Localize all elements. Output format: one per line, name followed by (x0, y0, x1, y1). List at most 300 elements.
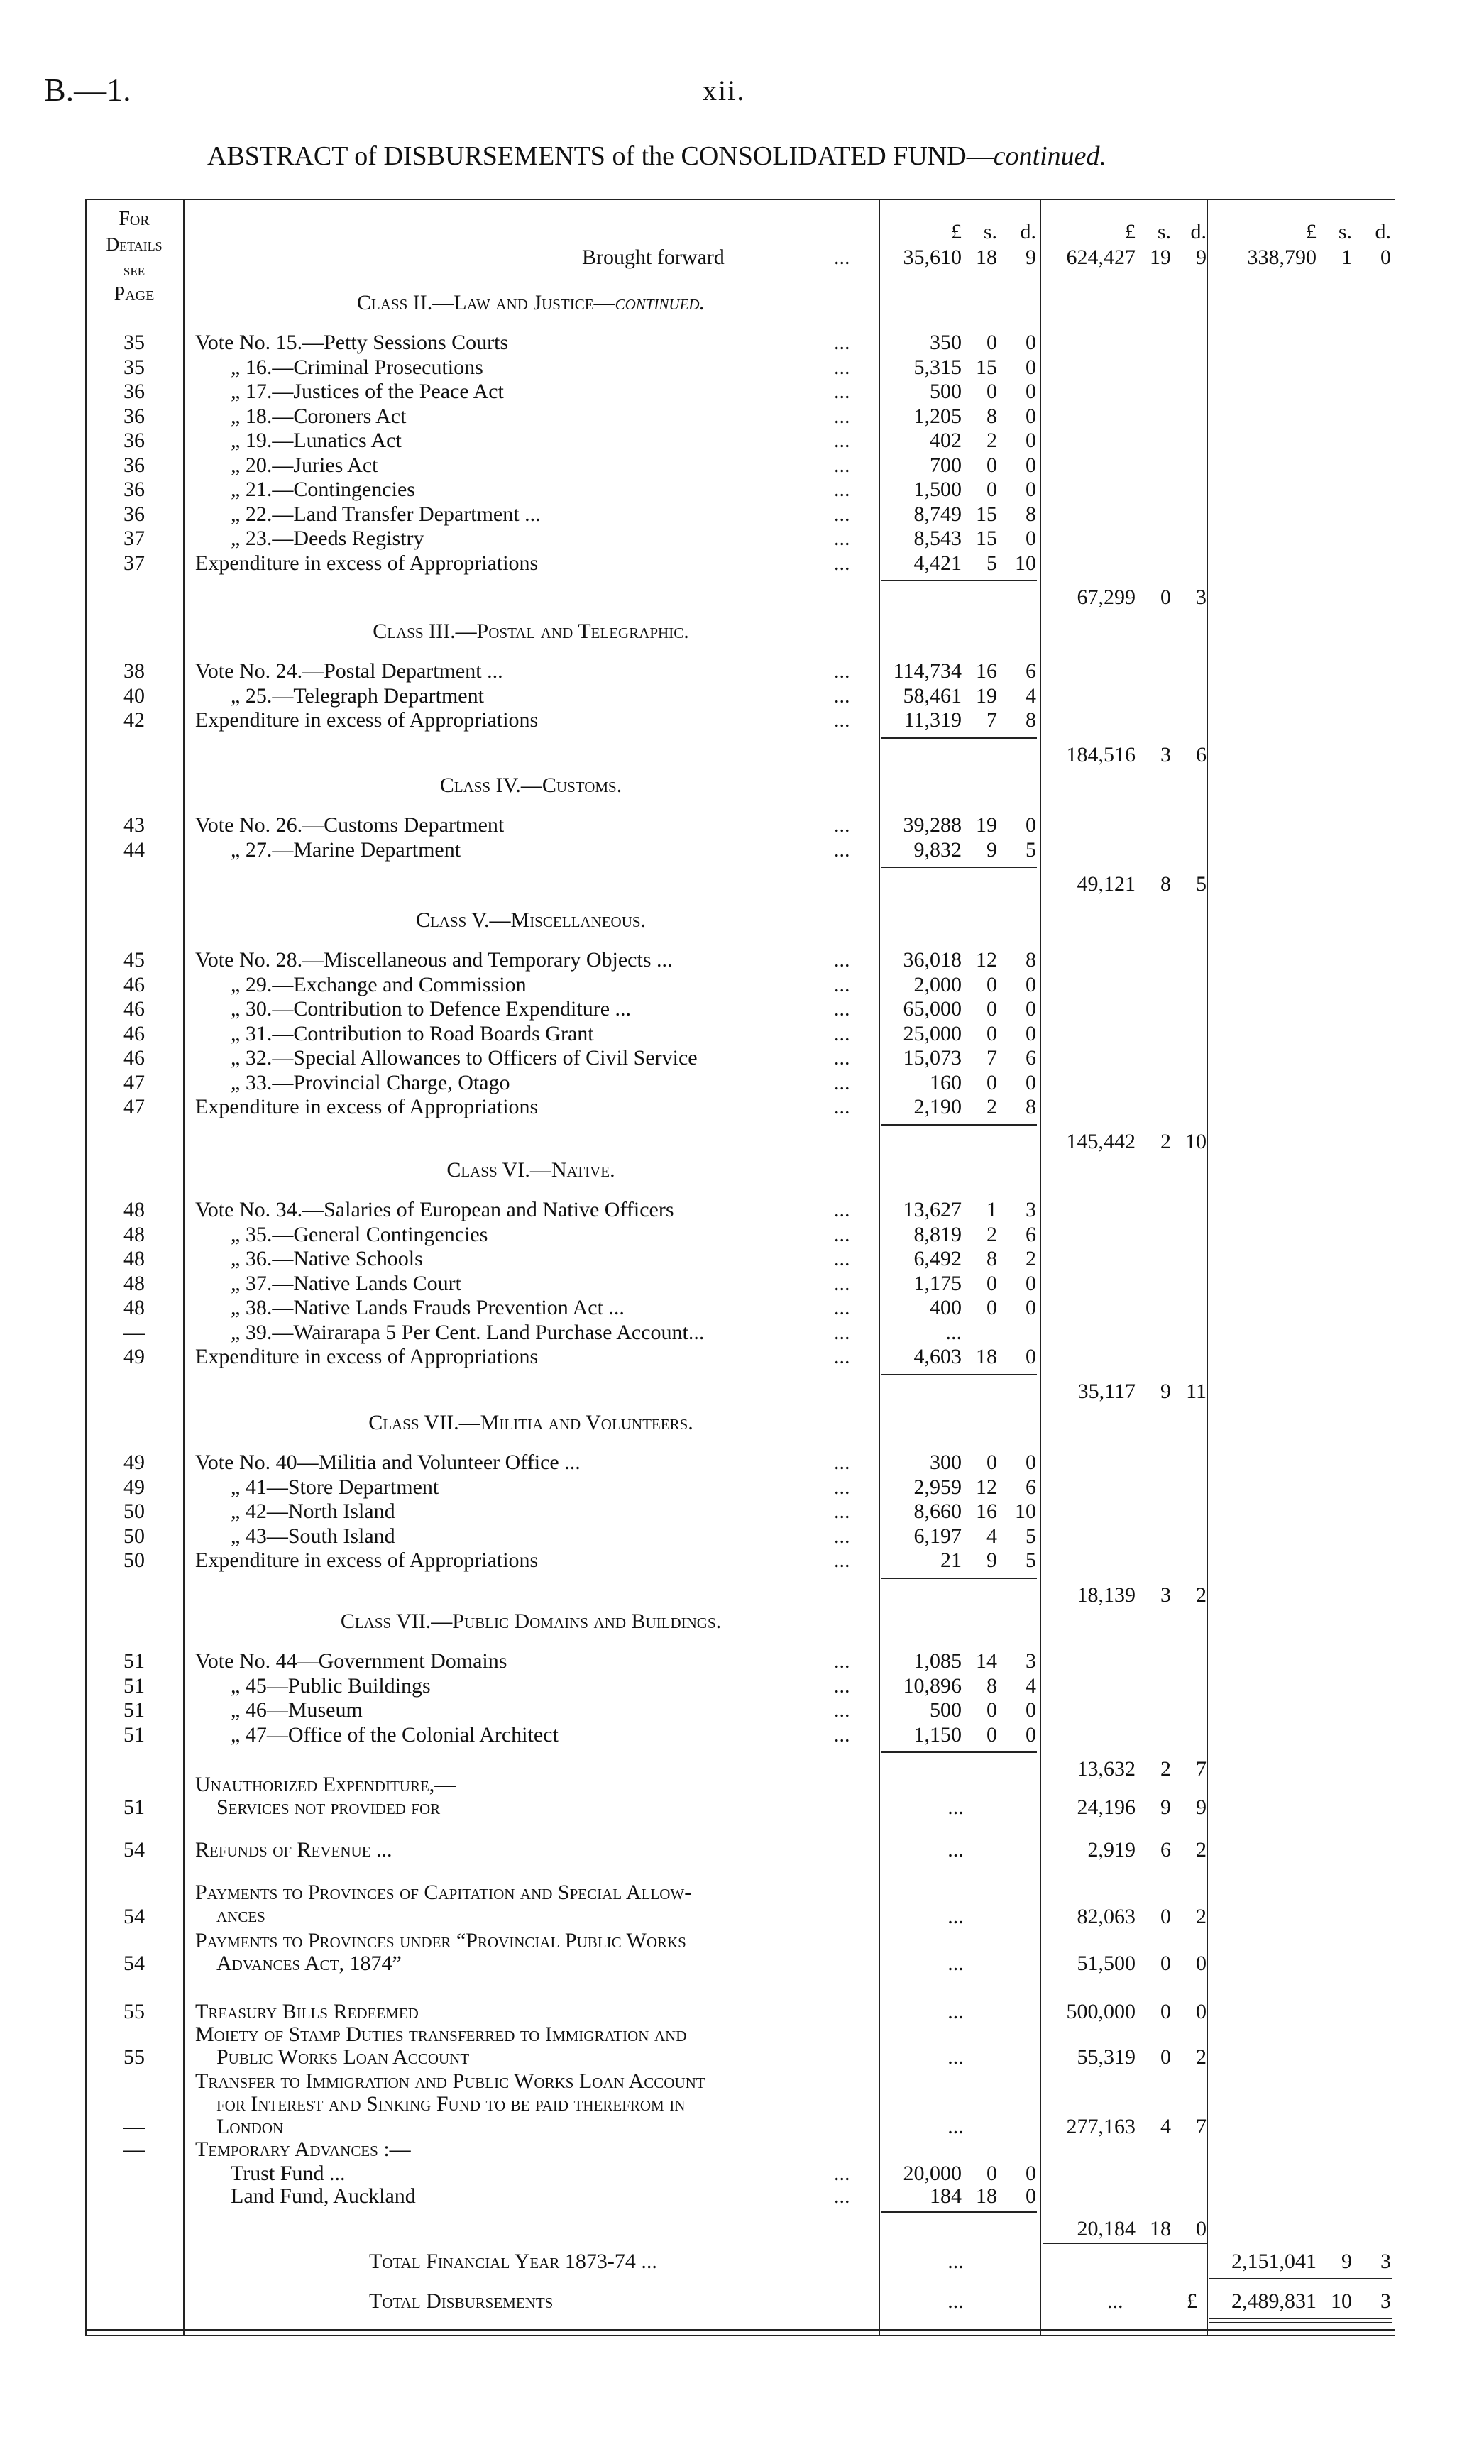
row-page-ref: 48 (123, 1247, 145, 1270)
other-label-line: Public Works Loan Account (216, 2045, 470, 2069)
row-page-ref: 49 (123, 1475, 145, 1499)
row-amount-pounds: 350 (930, 331, 962, 354)
page-column-rule (183, 199, 185, 2335)
row-amount-shillings: 0 (986, 1722, 997, 1747)
row-amount-shillings: 0 (986, 1296, 997, 1319)
row-amount-pence: 0 (1026, 380, 1036, 403)
document-reference: B.—1. (44, 72, 131, 108)
section-total-pence: 10 (1185, 1129, 1207, 1153)
row-amount-pounds: 8,660 (913, 1500, 962, 1523)
leader-dots: ... (834, 2162, 850, 2185)
row-amount-pounds: 36,018 (903, 948, 962, 972)
row-label: „ 20.—Juries Act (231, 453, 378, 477)
row-amount-pence: 0 (1026, 1722, 1036, 1747)
section-title (197, 1411, 864, 1435)
grand-total-rule (1209, 2278, 1392, 2279)
row-amount-pounds: 65,000 (903, 997, 962, 1021)
brought-forward-col1-shillings: 18 (976, 246, 997, 269)
row-label: „ 21.—Contingencies (231, 478, 415, 501)
row-page-ref: 36 (123, 502, 145, 526)
section-total-pence: 11 (1186, 1379, 1207, 1403)
row-amount-pounds: 8,749 (913, 502, 962, 526)
other-col1-dots: ... (947, 2000, 964, 2023)
other-label-line: Refunds of Revenue ... (195, 1838, 392, 1861)
leader-dots: ... (834, 1222, 850, 1246)
temporary-total-pounds: 20,184 (1077, 2217, 1136, 2240)
subtotal-rule (881, 1751, 1037, 1753)
temporary-title: Temporary Advances :— (195, 2138, 411, 2161)
other-label-line: London (216, 2115, 284, 2138)
other-page-ref: 51 (123, 1795, 145, 1819)
total-year-col1: ... (947, 2250, 964, 2273)
year-total-rule (1043, 2243, 1207, 2244)
section-total-pence: 6 (1196, 742, 1207, 766)
total-disbursements-label: Total Disbursements (369, 2289, 554, 2313)
row-page-ref: 42 (123, 708, 145, 732)
row-amount-pence: 4 (1026, 683, 1036, 708)
row-page-ref: 51 (123, 1722, 145, 1747)
row-amount-pounds: 2,959 (913, 1475, 962, 1499)
row-amount-shillings: 0 (986, 1451, 997, 1474)
total-disbursements-pounds: 2,489,831 (1231, 2289, 1317, 2313)
row-amount-pounds: 11,319 (903, 708, 962, 732)
leader-dots: ... (834, 708, 850, 732)
subtotal-rule (881, 1124, 1037, 1126)
brought-forward-col1-pence: 9 (1026, 246, 1036, 269)
row-page-ref: 48 (123, 1198, 145, 1221)
subtotal-rule (881, 867, 1037, 868)
row-amount-pounds: 25,000 (903, 1021, 962, 1045)
row-page-ref: — (123, 1320, 145, 1344)
leader-dots: ... (834, 1198, 850, 1221)
other-col1-dots: ... (947, 2115, 964, 2138)
row-amount-shillings: 8 (986, 1673, 997, 1698)
row-amount-pounds: 21 (940, 1549, 962, 1572)
row-amount-pounds: 1,085 (913, 1649, 962, 1673)
leader-dots: ... (834, 1070, 850, 1094)
leader-dots: ... (834, 1320, 850, 1344)
row-amount-pence: 0 (1026, 404, 1036, 428)
row-amount-pounds: 8,543 (913, 527, 962, 550)
row-amount-pounds: 5,315 (913, 355, 962, 379)
row-page-ref: 35 (123, 331, 145, 354)
row-amount-pounds: 114,734 (893, 659, 962, 683)
section-total-pence: 3 (1196, 585, 1207, 609)
currency-shillings-header: s. (983, 220, 997, 243)
other-amount-pounds: 51,500 (1077, 1952, 1136, 1975)
row-amount-pence: 0 (1026, 1070, 1036, 1094)
row-amount-shillings: 19 (976, 813, 997, 837)
row-amount-pounds: 4,421 (913, 551, 962, 575)
section-total-shillings: 9 (1160, 1379, 1171, 1403)
row-amount-pence: 3 (1026, 1649, 1036, 1673)
leader-dots: ... (834, 1475, 850, 1499)
section-title-text: Class IV.—Customs. (439, 774, 622, 797)
row-amount-pence: 0 (1026, 997, 1036, 1021)
section-title-suffix: continued. (615, 291, 705, 314)
leader-dots: ... (834, 1549, 850, 1572)
row-page-ref: 45 (123, 948, 145, 972)
leader-dots: ... (834, 502, 850, 526)
leader-dots: ... (834, 813, 850, 837)
currency-pound-header: £ (951, 220, 962, 243)
row-amount-pence: 0 (1026, 1698, 1036, 1722)
leader-dots: ... (834, 1021, 850, 1045)
section-title (197, 291, 864, 315)
row-amount-pounds: 4,603 (913, 1345, 962, 1368)
row-label: „ 32.—Special Allowances to Officers of Civil Service (231, 1046, 698, 1069)
section-title (197, 774, 864, 798)
row-amount-pence: 0 (1026, 1296, 1036, 1319)
temporary-row-amount-shillings: 18 (976, 2184, 997, 2208)
leader-dots: ... (834, 404, 850, 428)
leader-dots: ... (834, 1673, 850, 1698)
row-amount-pence: 10 (1015, 1500, 1036, 1523)
other-label-line: Services not provided for (216, 1795, 441, 1819)
row-label: „ 23.—Deeds Registry (231, 527, 424, 550)
row-amount-pounds: 39,288 (903, 813, 962, 837)
row-amount-pence: 0 (1026, 331, 1036, 354)
row-page-ref: 46 (123, 972, 145, 996)
section-total-pounds: 184,516 (1066, 742, 1136, 766)
leader-dots: ... (834, 972, 850, 996)
row-page-ref: 36 (123, 380, 145, 403)
leader-dots: ... (834, 429, 850, 452)
other-page-ref: — (123, 2115, 145, 2138)
leader-dots: ... (834, 1046, 850, 1069)
row-amount-pence: 2 (1026, 1247, 1036, 1270)
total-disbursements-pence: 3 (1380, 2289, 1391, 2313)
row-amount-pounds: 1,500 (913, 478, 962, 501)
row-amount-pounds: 15,073 (903, 1046, 962, 1069)
row-amount-shillings: 0 (986, 997, 997, 1021)
other-col1-dots: ... (947, 1952, 964, 1975)
row-amount-shillings: 0 (986, 1698, 997, 1722)
temporary-subtotal-rule (881, 2211, 1037, 2213)
leader-dots: ... (834, 1247, 850, 1270)
row-page-ref: 51 (123, 1649, 145, 1673)
section-total-pence: 7 (1196, 1757, 1207, 1781)
row-page-ref: 46 (123, 1046, 145, 1069)
row-page-ref: 49 (123, 1345, 145, 1368)
row-page-ref: 36 (123, 429, 145, 452)
currency-pound-header: £ (1306, 220, 1317, 243)
other-amount-shillings: 6 (1160, 1838, 1171, 1861)
row-amount-pounds: 1,175 (913, 1271, 962, 1295)
page-title (207, 141, 1106, 172)
row-amount-pence: 0 (1026, 1451, 1036, 1474)
row-amount-pounds: 58,461 (903, 683, 962, 708)
row-amount-shillings: 8 (986, 404, 997, 428)
row-amount-shillings: 0 (986, 1021, 997, 1045)
other-col1-dots: ... (947, 1795, 964, 1819)
row-amount-pence: 0 (1026, 429, 1036, 452)
row-amount-pence: 6 (1026, 1222, 1036, 1246)
row-amount-pence: 3 (1026, 1198, 1036, 1221)
row-amount-pence: 4 (1026, 1673, 1036, 1698)
leader-dots: ... (834, 1296, 850, 1319)
row-amount-pence: 5 (1026, 1524, 1036, 1548)
other-amount-pence: 0 (1196, 2000, 1207, 2023)
header-page: Page (114, 283, 155, 305)
leader-dots: ... (834, 355, 850, 379)
other-amount-pounds: 55,319 (1077, 2045, 1136, 2069)
other-amount-shillings: 9 (1160, 1795, 1171, 1819)
other-amount-pence: 2 (1196, 1905, 1207, 1928)
row-amount-shillings: 1 (986, 1198, 997, 1221)
leader-dots: ... (834, 1095, 850, 1118)
leader-dots: ... (834, 551, 850, 575)
other-amount-pounds: 24,196 (1077, 1795, 1136, 1819)
row-label: „ 31.—Contribution to Road Boards Grant (231, 1021, 594, 1045)
temporary-row-amount-pounds: 184 (930, 2184, 962, 2208)
row-label: „ 30.—Contribution to Defence Expenditure ... (231, 997, 632, 1021)
row-amount-shillings: 2 (986, 1095, 997, 1118)
row-label: „ 47—Office of the Colonial Architect (231, 1722, 559, 1747)
other-label-line: Unauthorized Expenditure,— (195, 1773, 456, 1796)
subtotal-rule (881, 737, 1037, 739)
other-amount-shillings: 0 (1160, 1952, 1171, 1975)
section-total-shillings: 0 (1160, 585, 1171, 609)
row-label: Vote No. 24.—Postal Department ... (195, 659, 503, 683)
row-amount-shillings: 0 (986, 972, 997, 996)
row-amount-shillings: 5 (986, 551, 997, 575)
total-financial-year-label: Total Financial Year 1873-74 ... (369, 2250, 657, 2273)
row-amount-pence: 8 (1026, 708, 1036, 732)
row-amount-pounds: 8,819 (913, 1222, 962, 1246)
row-amount-pence: 0 (1026, 453, 1036, 477)
row-page-ref: 48 (123, 1296, 145, 1319)
row-label: „ 18.—Coroners Act (231, 404, 407, 428)
table-bottom-rule (85, 2329, 1395, 2331)
header-details: Details (106, 234, 163, 255)
other-label-line: Advances Act, 1874” (216, 1952, 402, 1975)
currency-pound-header: £ (1125, 220, 1136, 243)
row-amount-shillings: 18 (976, 1345, 997, 1368)
row-amount-pence: 8 (1026, 948, 1036, 972)
row-amount-pence: 6 (1026, 1475, 1036, 1499)
other-page-ref: 54 (123, 1952, 145, 1975)
row-page-ref: 37 (123, 551, 145, 575)
row-amount-pence: 5 (1026, 1549, 1036, 1572)
brought-forward-label: Brought forward (582, 246, 725, 269)
row-amount-pounds: 10,896 (903, 1673, 962, 1698)
row-amount-pence: 5 (1026, 837, 1036, 862)
other-amount-shillings: 0 (1160, 2000, 1171, 2023)
row-page-ref: 46 (123, 1021, 145, 1045)
row-amount-pounds: 2,000 (913, 972, 962, 996)
row-page-ref: 50 (123, 1549, 145, 1572)
row-label: Vote No. 34.—Salaries of European and Native Officers (195, 1198, 674, 1221)
currency-pence-header: d. (1375, 220, 1391, 243)
row-label: Vote No. 40—Militia and Volunteer Office ... (195, 1451, 581, 1474)
subtotal-rule (881, 580, 1037, 581)
total-financial-year-pounds: 2,151,041 (1231, 2250, 1317, 2273)
row-amount-shillings: 4 (986, 1524, 997, 1548)
row-amount-pence: 0 (1026, 1345, 1036, 1368)
leader-dots: ... (834, 1271, 850, 1295)
brought-forward-col2-shillings: 19 (1150, 246, 1171, 269)
row-amount-pounds: 6,197 (913, 1524, 962, 1548)
header-see: see (123, 261, 145, 280)
row-amount-pounds: 160 (930, 1070, 962, 1094)
row-amount-shillings: 15 (976, 527, 997, 550)
row-amount-pence: 6 (1026, 1046, 1036, 1069)
other-page-ref: 55 (123, 2000, 145, 2023)
subtotal-rule (881, 1578, 1037, 1579)
row-label: Vote No. 26.—Customs Department (195, 813, 505, 837)
row-label: Expenditure in excess of Appropriations (195, 551, 539, 575)
other-amount-pounds: 500,000 (1066, 2000, 1136, 2023)
row-label: „ 42—North Island (231, 1500, 395, 1523)
title-text: ABSTRACT of DISBURSEMENTS of the CONSOLIDATED FUND— (207, 141, 994, 171)
title-suffix: continued. (993, 141, 1107, 171)
leader-dots: ... (834, 246, 850, 269)
leader-dots: ... (834, 380, 850, 403)
brought-forward-col3-pounds: 338,790 (1247, 246, 1317, 269)
section-title-text: Class III.—Postal and Telegraphic. (373, 620, 689, 643)
row-amount-pounds: 13,627 (903, 1198, 962, 1221)
row-amount-pounds: 9,832 (913, 837, 962, 862)
leader-dots: ... (834, 2184, 850, 2208)
row-label: Expenditure in excess of Appropriations (195, 708, 539, 732)
row-amount-shillings: 12 (976, 1475, 997, 1499)
leader-dots: ... (834, 837, 850, 862)
row-label: Vote No. 28.—Miscellaneous and Temporary Objects ... (195, 948, 673, 972)
leader-dots: ... (834, 948, 850, 972)
table-bottom-rule2 (85, 2335, 1395, 2336)
section-title-text: Class II.—Law and Justice— (356, 291, 615, 314)
section-title (197, 1610, 864, 1634)
temporary-row-amount-pence: 0 (1026, 2162, 1036, 2185)
temporary-row-amount-pounds: 20,000 (903, 2162, 962, 2185)
row-label: „ 36.—Native Schools (231, 1247, 423, 1270)
section-total-pounds: 145,442 (1066, 1129, 1136, 1153)
other-amount-pence: 7 (1196, 2115, 1207, 2138)
column3-rule (1207, 199, 1208, 2335)
row-amount-pounds: 300 (930, 1451, 962, 1474)
section-total-pounds: 35,117 (1077, 1379, 1136, 1403)
leader-dots: ... (834, 997, 850, 1021)
row-amount-shillings: 16 (976, 1500, 997, 1523)
other-label-line: Transfer to Immigration and Public Works Loan Account (195, 2069, 705, 2093)
leader-dots: ... (834, 1722, 850, 1747)
row-label: „ 25.—Telegraph Department (231, 683, 484, 708)
row-amount-pence: 0 (1026, 813, 1036, 837)
row-label: „ 46—Museum (231, 1698, 363, 1722)
row-page-ref: 51 (123, 1673, 145, 1698)
section-total-pounds: 18,139 (1077, 1583, 1136, 1607)
row-page-ref: 49 (123, 1451, 145, 1474)
row-page-ref: 47 (123, 1095, 145, 1118)
section-total-pounds: 49,121 (1077, 872, 1136, 896)
row-amount-shillings: 15 (976, 502, 997, 526)
row-label: Vote No. 15.—Petty Sessions Courts (195, 331, 509, 354)
section-total-pence: 2 (1196, 1583, 1207, 1607)
other-page-ref: 54 (123, 1838, 145, 1861)
row-label: „ 29.—Exchange and Commission (231, 972, 527, 996)
row-label: Expenditure in excess of Appropriations (195, 1549, 539, 1572)
leader-dots: ... (834, 683, 850, 708)
row-amount-pounds: ... (945, 1320, 962, 1344)
row-page-ref: 44 (123, 837, 145, 862)
row-page-ref: 48 (123, 1271, 145, 1295)
row-amount-pence: 0 (1026, 972, 1036, 996)
section-total-pounds: 13,632 (1077, 1757, 1136, 1781)
other-amount-pence: 0 (1196, 1952, 1207, 1975)
other-label-line: for Interest and Sinking Fund to be paid therefrom in (216, 2092, 686, 2116)
row-label: „ 45—Public Buildings (231, 1673, 431, 1698)
section-title (197, 1158, 864, 1182)
row-amount-pounds: 402 (930, 429, 962, 452)
row-amount-pounds: 1,150 (913, 1722, 962, 1747)
row-page-ref: 50 (123, 1524, 145, 1548)
leader-dots: ... (834, 527, 850, 550)
currency-pence-header: d. (1190, 220, 1207, 243)
other-col1-dots: ... (947, 1905, 964, 1928)
section-total-pounds: 67,299 (1077, 585, 1136, 609)
row-amount-pence: 6 (1026, 659, 1036, 683)
row-amount-shillings: 9 (986, 837, 997, 862)
row-label: „ 27.—Marine Department (231, 837, 461, 862)
section-title (197, 620, 864, 644)
row-page-ref: 50 (123, 1500, 145, 1523)
temporary-page-ref: — (123, 2138, 145, 2161)
row-page-ref: 47 (123, 1070, 145, 1094)
row-label: „ 39.—Wairarapa 5 Per Cent. Land Purchase Account... (231, 1320, 705, 1344)
other-col1-dots: ... (947, 2045, 964, 2069)
row-label: „ 43—South Island (231, 1524, 395, 1548)
row-label: „ 37.—Native Lands Court (231, 1271, 461, 1295)
other-label-line: ances (216, 1903, 265, 1927)
subtotal-rule (881, 1374, 1037, 1375)
row-label: „ 35.—General Contingencies (231, 1222, 488, 1246)
other-amount-pence: 2 (1196, 1838, 1207, 1861)
row-page-ref: 36 (123, 478, 145, 501)
section-title-text: Class VI.—Native. (446, 1158, 615, 1182)
row-amount-pence: 0 (1026, 1271, 1036, 1295)
other-amount-pounds: 2,919 (1087, 1838, 1136, 1861)
row-label: Vote No. 44—Government Domains (195, 1649, 507, 1673)
row-amount-pounds: 500 (930, 380, 962, 403)
total-disb-col2: ... (1107, 2289, 1123, 2313)
row-amount-pence: 0 (1026, 478, 1036, 501)
row-amount-pounds: 2,190 (913, 1095, 962, 1118)
row-label: „ 16.—Criminal Prosecutions (231, 355, 483, 379)
other-page-ref: 55 (123, 2045, 145, 2069)
temporary-row-amount-pence: 0 (1026, 2184, 1036, 2208)
brought-forward-col2-pence: 9 (1196, 246, 1207, 269)
row-amount-pence: 0 (1026, 355, 1036, 379)
row-label: Expenditure in excess of Appropriations (195, 1345, 539, 1368)
row-amount-shillings: 0 (986, 1271, 997, 1295)
section-title-text: Class VII.—Militia and Volunteers. (368, 1411, 693, 1434)
other-amount-pence: 9 (1196, 1795, 1207, 1819)
temporary-row-amount-shillings: 0 (986, 2162, 997, 2185)
row-amount-shillings: 7 (986, 708, 997, 732)
row-page-ref: 40 (123, 683, 145, 708)
section-title (197, 908, 864, 933)
row-amount-pounds: 700 (930, 453, 962, 477)
total-disb-col1: ... (947, 2289, 964, 2313)
row-amount-shillings: 14 (976, 1649, 997, 1673)
brought-forward-col1-pounds: 35,610 (903, 246, 962, 269)
temporary-row-label: Trust Fund ... (231, 2162, 346, 2185)
row-label: „ 38.—Native Lands Frauds Prevention Act ... (231, 1296, 625, 1319)
row-page-ref: 51 (123, 1698, 145, 1722)
total-disb-pound-sign: £ (1187, 2289, 1197, 2313)
row-amount-pence: 10 (1015, 551, 1036, 575)
